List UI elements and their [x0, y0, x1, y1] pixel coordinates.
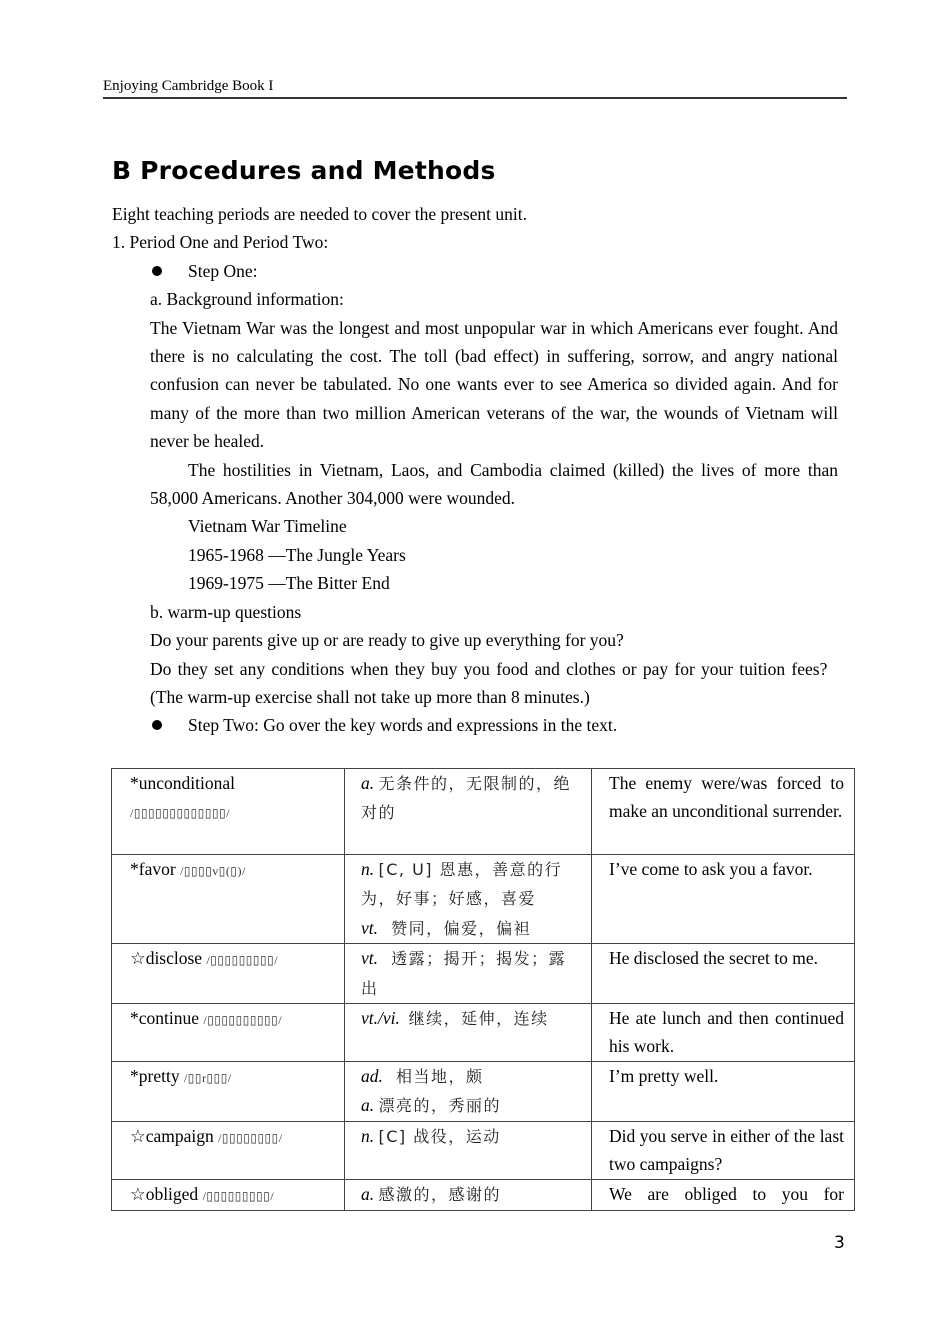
definition-cell: [345, 1062, 592, 1122]
background-heading: a. Background information:: [150, 289, 344, 310]
phonetic: /▯▯▯▯v▯(▯)/: [180, 864, 246, 878]
page-number: 3: [834, 1233, 845, 1253]
phonetic: /▯▯▯▯▯▯▯▯▯/: [206, 953, 279, 968]
phonetic: /▯▯▯▯▯▯▯▯▯▯▯▯▯/: [130, 806, 231, 821]
section-body: [112, 200, 838, 740]
word-cell: [112, 1004, 345, 1062]
definition: 感激的，感谢的: [378, 1184, 502, 1204]
word-cell: [112, 944, 345, 1004]
part-of-speech: a.: [361, 1095, 375, 1116]
step-two-label: Step Two: Go over the key words and expressions in the text.: [188, 715, 618, 736]
example-cell: The enemy were/was forced to make an unconditional surrender.: [592, 769, 855, 855]
definition-cell: [345, 1004, 592, 1062]
table-row: [112, 769, 855, 855]
definition-cell: [345, 769, 592, 855]
background-paragraph-2: The hostilities in Vietnam, Laos, and Cambodia claimed (killed) the lives of more than 58,000 Americans. Another 304,000 were wounded.: [150, 459, 838, 509]
warmup-question-1: Do your parents give up or are ready to give up everything for you?: [150, 630, 624, 651]
word-cell: [112, 1062, 345, 1122]
period-heading: 1. Period One and Period Two:: [112, 232, 329, 253]
example-cell: He ate lunch and then continued his work.: [592, 1004, 855, 1062]
definition-cell: [345, 1179, 592, 1210]
definition: 相当地，颇: [396, 1067, 484, 1087]
timeline-entry: 1965-1968 —The Jungle Years: [188, 544, 406, 565]
table-row: [112, 1121, 855, 1179]
example-cell: I’m pretty well.: [592, 1062, 855, 1122]
definition: 赞同，偏爱，偏袒: [391, 918, 532, 938]
word-cell: [112, 769, 345, 855]
word: *favor: [130, 859, 176, 879]
part-of-speech: n.: [361, 859, 375, 879]
timeline-entry: 1969-1975 —The Bitter End: [188, 573, 390, 594]
definition: [C] 战役，运动: [378, 1126, 501, 1146]
table-row: [112, 1062, 855, 1122]
definition: 继续，延伸，连续: [408, 1009, 549, 1029]
definition: 透露；揭开；揭发；露出: [361, 949, 567, 998]
example-cell: I’ve come to ask you a favor.: [592, 855, 855, 944]
definition-cell: [345, 1121, 592, 1179]
table-row: [112, 1004, 855, 1062]
phonetic: /▯▯▯▯▯▯▯▯▯▯/: [203, 1013, 283, 1028]
part-of-speech: a.: [361, 773, 375, 793]
phonetic: /▯▯▯▯▯▯▯▯/: [218, 1130, 283, 1145]
vocabulary-table: [111, 768, 855, 1211]
step-two-item: [112, 711, 838, 739]
word-cell: [112, 1121, 345, 1179]
step-one-label: Step One:: [188, 260, 258, 281]
table-row: [112, 1179, 855, 1210]
bullet-icon: [152, 720, 162, 730]
table-row: [112, 855, 855, 944]
definition: 漂亮的，秀丽的: [378, 1096, 502, 1116]
background-paragraph-1: The Vietnam War was the longest and most unpopular war in which Americans ever fought. And there is no calculating the cost. The toll (bad effect) in suffering, sorrow, and angry national confusion can never be tabulated. No one wants ever to see America so divided again. And for many of the more than two million American veterans of the war, the wounds of Vietnam will never be healed.: [150, 317, 838, 452]
word-cell: [112, 1179, 345, 1210]
word: ☆campaign: [130, 1125, 214, 1146]
warmup-question-2: Do they set any conditions when they buy you food and clothes or pay for your tuition fees? (The warm-up exercise shall not take up more than 8 minutes.): [150, 658, 838, 707]
word: *unconditional: [130, 773, 235, 793]
part-of-speech: ad.: [361, 1066, 383, 1087]
phonetic: /▯▯▯▯▯▯▯▯▯/: [202, 1188, 275, 1203]
word: *continue: [130, 1008, 200, 1029]
word-cell: [112, 855, 345, 944]
warmup-heading: b. warm-up questions: [150, 601, 302, 622]
definition-cell: [345, 855, 592, 944]
example-cell: Did you serve in either of the last two campaigns?: [592, 1121, 855, 1179]
word: *pretty: [130, 1066, 180, 1087]
part-of-speech: vt.: [361, 917, 379, 938]
part-of-speech: vt.: [361, 948, 379, 969]
timeline-title: Vietnam War Timeline: [188, 516, 347, 537]
definition: 无条件的，无限制的，绝对的: [361, 774, 572, 823]
step-one-item: [112, 257, 838, 285]
example-cell: We are obliged to you for: [592, 1179, 855, 1210]
example-cell: He disclosed the secret to me.: [592, 944, 855, 1004]
word: ☆obliged: [130, 1183, 199, 1204]
intro-text: Eight teaching periods are needed to cover the present unit.: [112, 204, 527, 224]
running-header: Enjoying Cambridge Book I: [103, 76, 847, 99]
definition-cell: [345, 944, 592, 1004]
phonetic: /▯▯r▯▯▯/: [183, 1071, 232, 1086]
bullet-icon: [152, 266, 162, 276]
table-row: [112, 944, 855, 1004]
part-of-speech: a.: [361, 1183, 375, 1204]
part-of-speech: vt./vi.: [361, 1008, 400, 1029]
word: ☆disclose: [130, 948, 203, 969]
part-of-speech: n.: [361, 1125, 375, 1146]
definition: [C, U] 恩惠，善意的行为，好事；好感，喜爱: [361, 860, 563, 909]
section-title: B Procedures and Methods: [112, 156, 496, 185]
